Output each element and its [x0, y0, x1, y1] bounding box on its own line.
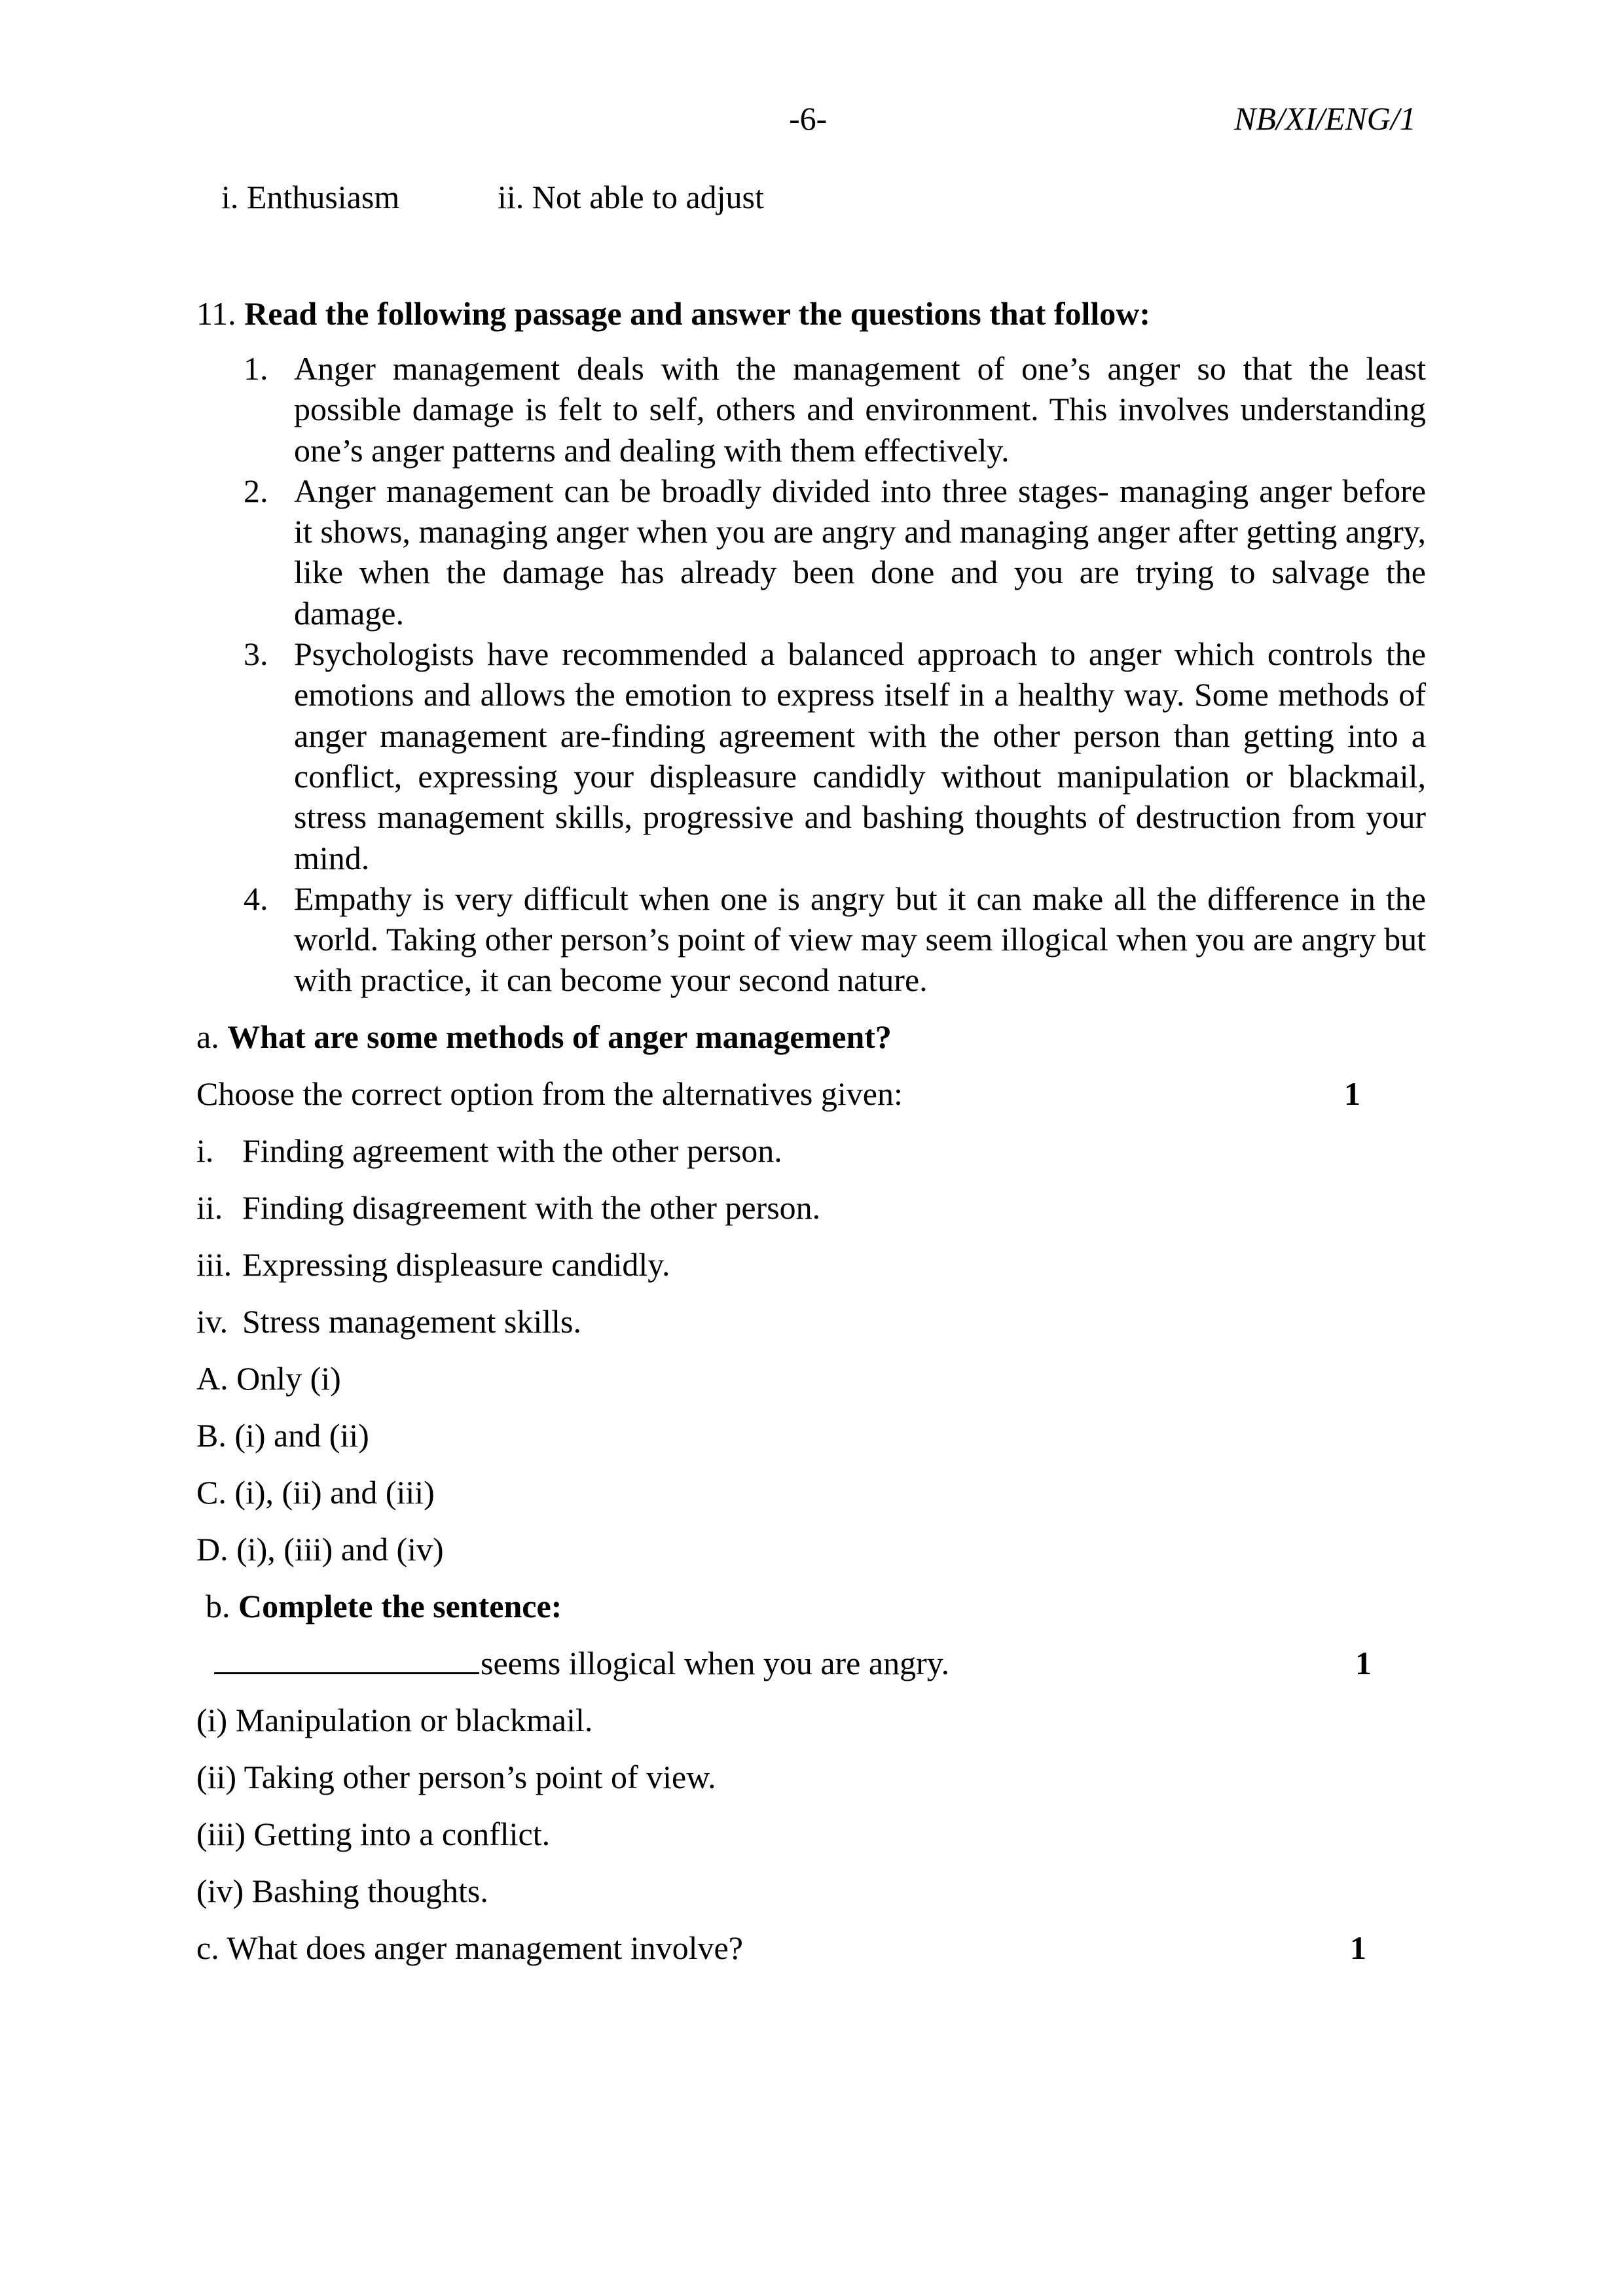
part-b-option: (iv) Bashing thoughts. [196, 1873, 488, 1909]
part-a-question [196, 1016, 892, 1057]
choice-a: A. Only (i) [196, 1360, 341, 1397]
choice-d: D. (i), (iii) and (iv) [196, 1531, 444, 1568]
fill-in-blank [214, 1643, 479, 1674]
statement-number: ii. [196, 1189, 223, 1226]
part-a-marks: 1 [1344, 1075, 1360, 1112]
previous-question-option: i. Enthusiasm [221, 179, 400, 215]
passage-paragraph [244, 634, 1426, 878]
passage-paragraph [244, 471, 1426, 634]
part-b-text: Complete the sentence: [238, 1588, 562, 1624]
paragraph-number: 3. [244, 636, 268, 673]
part-b-label: b. [206, 1588, 230, 1624]
passage-paragraph [244, 348, 1426, 471]
part-a-instruction: Choose the correct option from the alternatives given: [196, 1075, 903, 1112]
statement-item [196, 1130, 782, 1171]
paragraph-number: 4. [244, 880, 268, 917]
question-number: 11. [196, 295, 236, 332]
choice-c: C. (i), (ii) and (iii) [196, 1474, 435, 1511]
part-c-question [196, 1928, 743, 1968]
reading-passage [244, 348, 1426, 1001]
sentence-text: seems illogical when you are angry. [481, 1645, 949, 1681]
paragraph-text: Anger management deals with the management of one’s anger so that the least possible damage is felt to self, others and environment. This involves understanding one’s anger patterns and dealing with them effectively. [294, 350, 1426, 469]
part-a-label: a. [196, 1018, 219, 1055]
part-b-option: (ii) Taking other person’s point of view. [196, 1759, 716, 1795]
page-number: -6- [789, 100, 828, 137]
passage-paragraph [244, 878, 1426, 1001]
part-c-text: What does anger management involve? [227, 1929, 743, 1966]
statement-item [196, 1301, 581, 1342]
part-c-marks: 1 [1350, 1929, 1366, 1966]
statement-text: Finding disagreement with the other person. [242, 1189, 821, 1226]
previous-question-option: ii. Not able to adjust [498, 179, 764, 215]
statement-text: Expressing displeasure candidly. [242, 1246, 670, 1283]
paragraph-text: Anger management can be broadly divided into three stages- managing anger before it shows, managing anger when you are angry and managing anger after getting angry, like when the damage has already been done and you are trying to salvage the damage. [294, 472, 1426, 632]
part-a-text: What are some methods of anger management? [227, 1018, 892, 1055]
paragraph-number: 2. [244, 472, 268, 509]
paragraph-text: Empathy is very difficult when one is angry but it can make all the difference in the world. Taking other person’s point of view may seem illogical when you are angry but with practice, it can become your second nature. [294, 880, 1426, 999]
part-b-question [206, 1586, 562, 1626]
paper-code: NB/XI/ENG/1 [1234, 100, 1416, 137]
part-b-option: (iii) Getting into a conflict. [196, 1816, 551, 1852]
question-instruction: Read the following passage and answer the questions that follow: [244, 295, 1151, 332]
part-b-marks: 1 [1355, 1645, 1372, 1681]
statement-text: Finding agreement with the other person. [242, 1132, 782, 1169]
statement-item [196, 1244, 670, 1285]
paragraph-text: Psychologists have recommended a balanced approach to anger which controls the emotions and allows the emotion to express itself in a healthy way. Some methods of anger management are-finding agreement with the other person than getting into a conflict, expressing your displeasure candidly without manipulation or blackmail, stress management skills, progressive and bashing thoughts of destruction from your mind. [294, 636, 1426, 876]
paragraph-number: 1. [244, 350, 268, 387]
statement-number: iv. [196, 1303, 228, 1340]
statement-item [196, 1187, 820, 1228]
statement-number: i. [196, 1132, 214, 1169]
statement-text: Stress management skills. [242, 1303, 581, 1340]
statement-number: iii. [196, 1246, 232, 1283]
choice-b: B. (i) and (ii) [196, 1417, 369, 1454]
question-title [196, 293, 1150, 334]
part-b-sentence [214, 1643, 949, 1683]
part-c-label: c. [196, 1929, 219, 1966]
part-b-option: (i) Manipulation or blackmail. [196, 1702, 593, 1738]
